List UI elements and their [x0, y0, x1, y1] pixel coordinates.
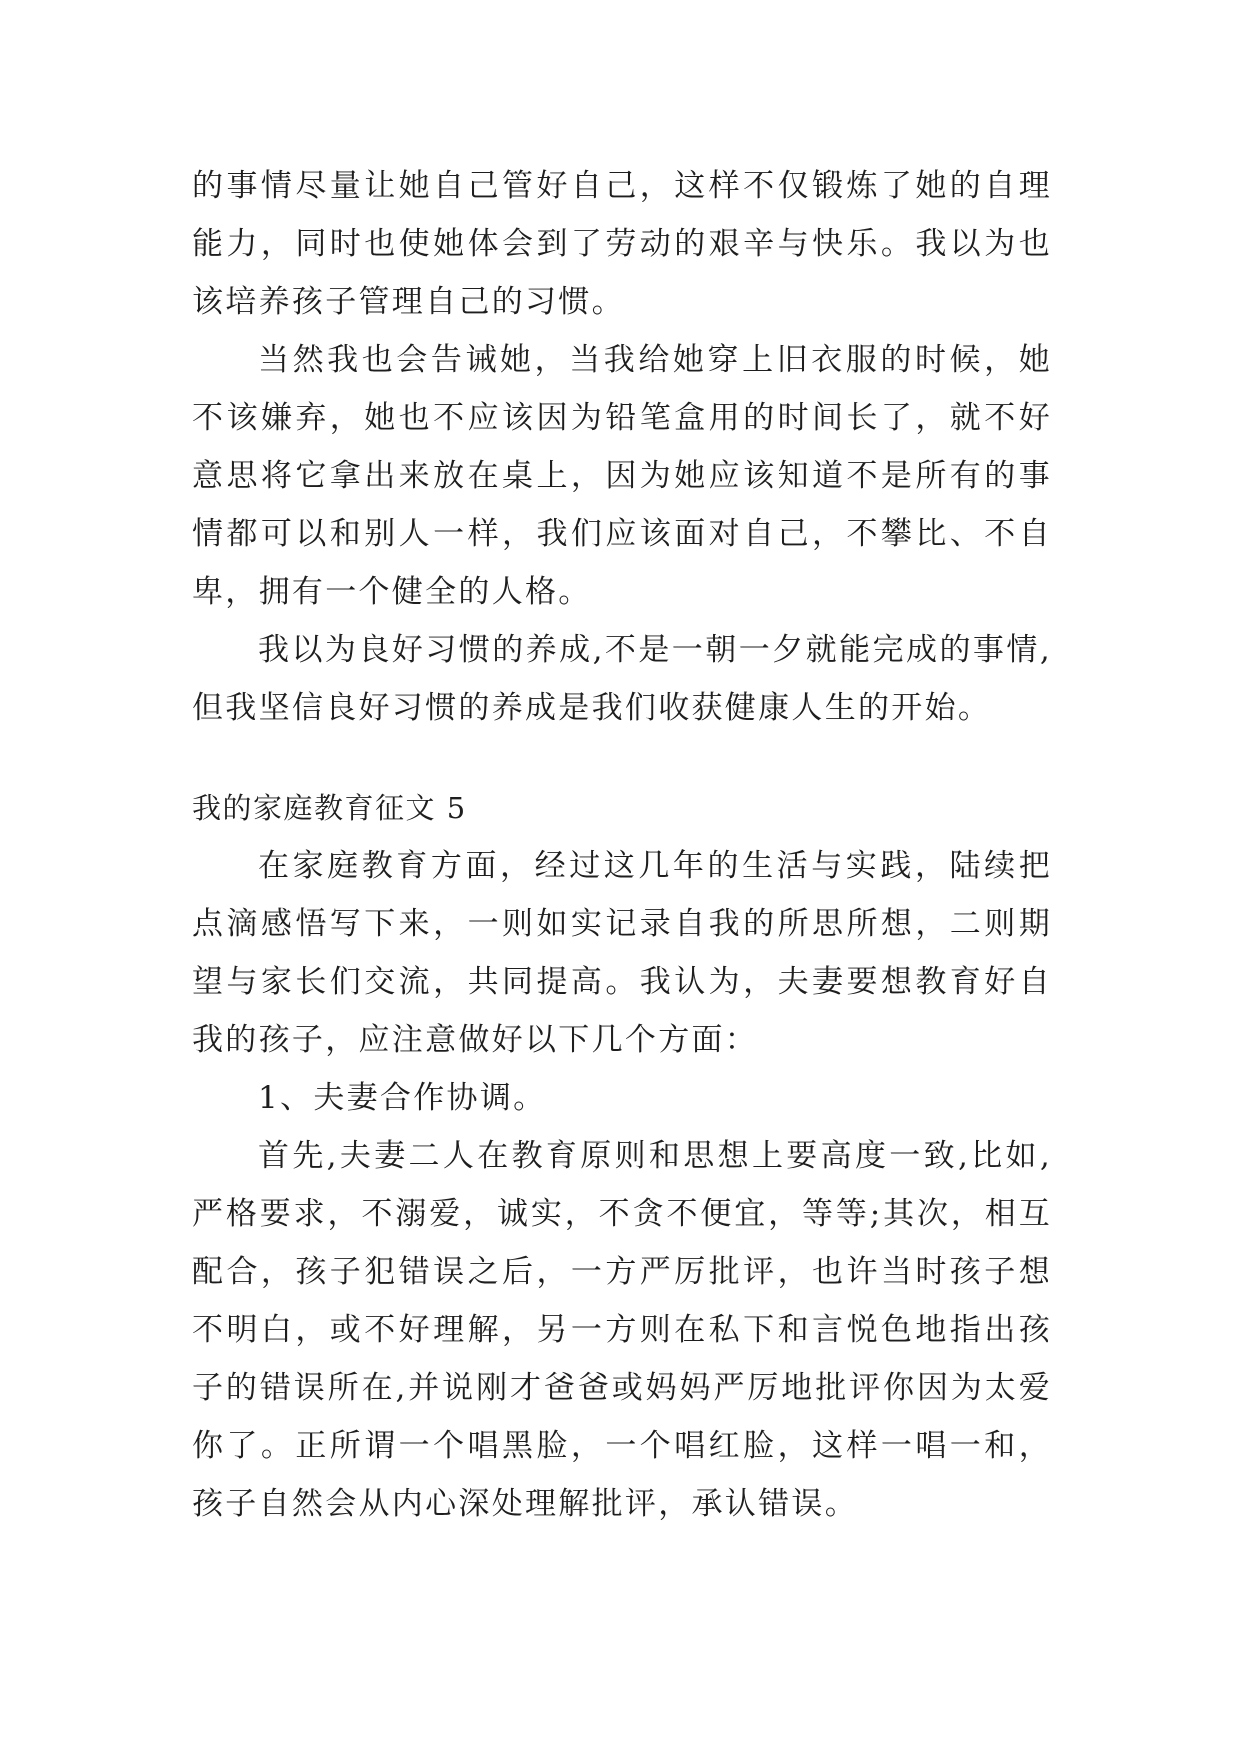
list-item-cooperation: 1、夫妻合作协调。: [258, 1080, 547, 1116]
paragraph-intro: 在家庭教育方面，经过这几年的生活与实践，陆续把点滴感悟写下来，一则如实记录自我的所思所想，二则期望与家长们交流，共同提高。我认为，夫妻要想教育好自我的孩子，应注意做好以下几个方面：: [192, 848, 1052, 1058]
document-body: [192, 157, 1052, 1533]
paragraph-first-point: 首先,夫妻二人在教育原则和思想上要高度一致,比如,严格要求，不溺爱，诚实，不贪不便宜，等等;其次，相互配合，孩子犯错误之后，一方严厉批评，也许当时孩子想不明白，或不好理解，另一方则在私下和言悦色地指出孩子的错误所在,并说刚才爸爸或妈妈严厉地批评你因为太爱你了。正所谓一个唱黑脸，一个唱红脸，这样一唱一和，孩子自然会从内心深处理解批评，承认错误。: [192, 1138, 1052, 1522]
paragraph-habit-conclusion: 我以为良好习惯的养成,不是一朝一夕就能完成的事情,但我坚信良好习惯的养成是我们收获健康人生的开始。: [192, 632, 1052, 726]
section-heading: 我的家庭教育征文 5: [192, 791, 467, 825]
paragraph-old-clothes: 当然我也会告诫她，当我给她穿上旧衣服的时候，她不该嫌弃，她也不应该因为铅笔盒用的时间长了，就不好意思将它拿出来放在桌上，因为她应该知道不是所有的事情都可以和别人一样，我们应该面对自己，不攀比、不自卑，拥有一个健全的人格。: [192, 342, 1052, 610]
section-gap: [192, 737, 1052, 779]
paragraph-continuation: 的事情尽量让她自己管好自己，这样不仅锻炼了她的自理能力，同时也使她体会到了劳动的艰辛与快乐。我以为也该培养孩子管理自己的习惯。: [192, 168, 1052, 320]
